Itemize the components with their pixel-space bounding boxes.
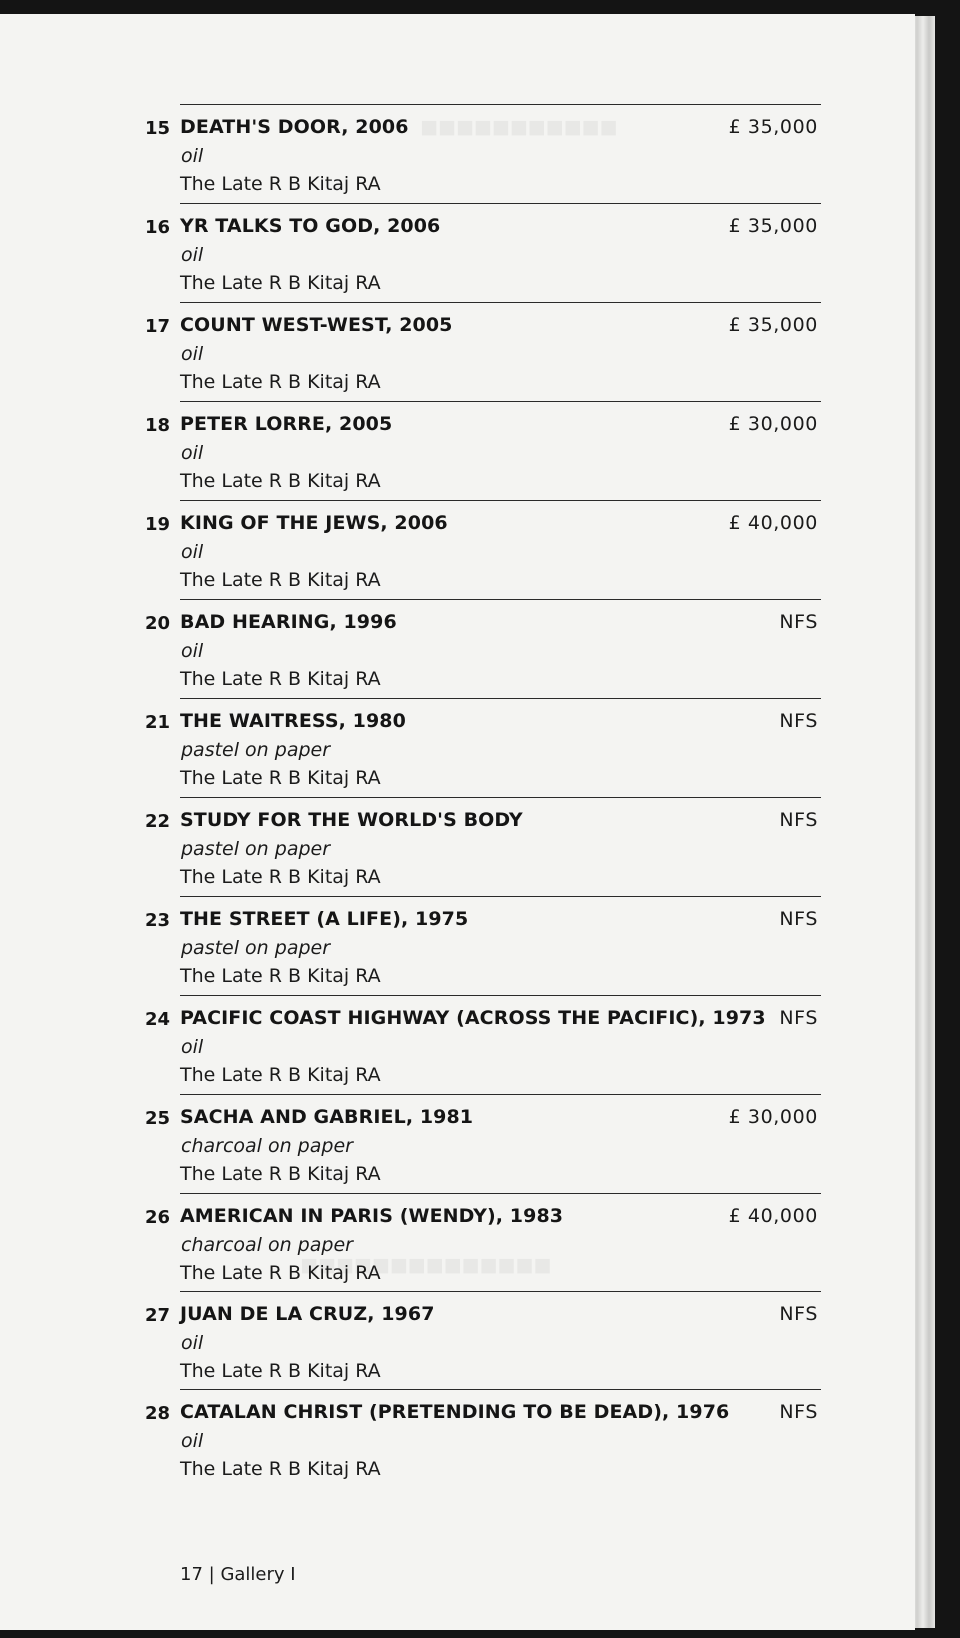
entry-divider bbox=[180, 797, 821, 798]
entry-divider bbox=[180, 1193, 821, 1194]
entry-price: NFS bbox=[779, 908, 818, 930]
entry-divider bbox=[180, 1389, 821, 1390]
catalogue-entry bbox=[0, 1389, 915, 1488]
entry-number: 20 bbox=[144, 613, 170, 634]
entry-owner: The Late R B Kitaj RA bbox=[180, 1064, 381, 1086]
catalogue-entry bbox=[0, 599, 915, 698]
section-name: Gallery I bbox=[220, 1564, 296, 1585]
entry-price: £ 30,000 bbox=[728, 1106, 818, 1128]
entry-number: 27 bbox=[144, 1305, 170, 1326]
catalogue-entry bbox=[0, 401, 915, 500]
entry-price: £ 35,000 bbox=[728, 215, 818, 237]
entry-title: AMERICAN IN PARIS (WENDY), 1983 bbox=[180, 1205, 564, 1227]
catalogue-page bbox=[0, 14, 915, 1630]
entry-medium: oil bbox=[181, 1332, 204, 1354]
entry-title: KING OF THE JEWS, 2006 bbox=[180, 512, 448, 534]
entry-owner: The Late R B Kitaj RA bbox=[180, 1458, 381, 1480]
entry-number: 26 bbox=[144, 1207, 170, 1228]
page-footer bbox=[180, 1564, 296, 1585]
entry-title: JUAN DE LA CRUZ, 1967 bbox=[180, 1303, 435, 1325]
entry-number: 18 bbox=[144, 415, 170, 436]
entry-price: NFS bbox=[779, 611, 818, 633]
entry-title: THE STREET (A LIFE), 1975 bbox=[180, 908, 469, 930]
entry-owner: The Late R B Kitaj RA bbox=[180, 1163, 381, 1185]
entry-price: NFS bbox=[779, 1007, 818, 1029]
entry-price: £ 40,000 bbox=[728, 512, 818, 534]
entry-owner: The Late R B Kitaj RA bbox=[180, 272, 381, 294]
catalogue-entry bbox=[0, 896, 915, 995]
entry-title: DEATH'S DOOR, 2006 bbox=[180, 116, 409, 138]
entry-title: STUDY FOR THE WORLD'S BODY bbox=[180, 809, 523, 831]
entry-price: £ 30,000 bbox=[728, 413, 818, 435]
entry-owner: The Late R B Kitaj RA bbox=[180, 668, 381, 690]
entry-number: 16 bbox=[144, 217, 170, 238]
catalogue-entry bbox=[0, 1291, 915, 1390]
catalogue-entry bbox=[0, 302, 915, 401]
entry-divider bbox=[180, 203, 821, 204]
entry-owner: The Late R B Kitaj RA bbox=[180, 767, 381, 789]
entry-owner: The Late R B Kitaj RA bbox=[180, 866, 381, 888]
entry-divider bbox=[180, 302, 821, 303]
entry-medium: oil bbox=[181, 1036, 204, 1058]
entry-number: 17 bbox=[144, 316, 170, 337]
entry-divider bbox=[180, 698, 821, 699]
catalogue-entry bbox=[0, 104, 915, 203]
entry-title: YR TALKS TO GOD, 2006 bbox=[180, 215, 441, 237]
entry-number: 23 bbox=[144, 910, 170, 931]
entry-divider bbox=[180, 500, 821, 501]
catalogue-entry bbox=[0, 1094, 915, 1193]
entry-medium: oil bbox=[181, 343, 204, 365]
catalogue-entry bbox=[0, 1193, 915, 1292]
entry-divider bbox=[180, 896, 821, 897]
entry-owner: The Late R B Kitaj RA bbox=[180, 1360, 381, 1382]
entry-medium: oil bbox=[181, 145, 204, 167]
catalogue-entry bbox=[0, 203, 915, 302]
entry-number: 15 bbox=[144, 118, 170, 139]
entry-title: SACHA AND GABRIEL, 1981 bbox=[180, 1106, 474, 1128]
entry-owner: The Late R B Kitaj RA bbox=[180, 965, 381, 987]
entry-number: 19 bbox=[144, 514, 170, 535]
entry-title: PACIFIC COAST HIGHWAY (ACROSS THE PACIFIC), 1973 bbox=[180, 1007, 766, 1029]
entry-medium: charcoal on paper bbox=[181, 1135, 353, 1157]
entry-medium: pastel on paper bbox=[181, 937, 331, 959]
catalogue-entry bbox=[0, 500, 915, 599]
entry-medium: oil bbox=[181, 541, 204, 563]
catalogue-entry bbox=[0, 698, 915, 797]
entry-number: 24 bbox=[144, 1009, 170, 1030]
entry-owner: The Late R B Kitaj RA bbox=[180, 569, 381, 591]
entry-title: CATALAN CHRIST (PRETENDING TO BE DEAD), 1976 bbox=[180, 1401, 730, 1423]
entry-number: 25 bbox=[144, 1108, 170, 1129]
entry-price: £ 40,000 bbox=[728, 1205, 818, 1227]
entry-medium: oil bbox=[181, 442, 204, 464]
entry-divider bbox=[180, 401, 821, 402]
entry-owner: The Late R B Kitaj RA bbox=[180, 1262, 381, 1284]
entry-medium: charcoal on paper bbox=[181, 1234, 353, 1256]
footer-separator: | bbox=[208, 1564, 215, 1585]
entry-number: 28 bbox=[144, 1403, 170, 1424]
entry-medium: pastel on paper bbox=[181, 739, 331, 761]
entry-title: THE WAITRESS, 1980 bbox=[180, 710, 406, 732]
entry-divider bbox=[180, 1291, 821, 1292]
entry-divider bbox=[180, 1094, 821, 1095]
entry-owner: The Late R B Kitaj RA bbox=[180, 470, 381, 492]
entry-price: £ 35,000 bbox=[728, 116, 818, 138]
entry-medium: oil bbox=[181, 640, 204, 662]
entry-number: 22 bbox=[144, 811, 170, 832]
entry-owner: The Late R B Kitaj RA bbox=[180, 173, 381, 195]
entry-owner: The Late R B Kitaj RA bbox=[180, 371, 381, 393]
entry-divider bbox=[180, 995, 821, 996]
entry-divider bbox=[180, 599, 821, 600]
entry-title: COUNT WEST-WEST, 2005 bbox=[180, 314, 453, 336]
entry-price: NFS bbox=[779, 710, 818, 732]
catalogue-entry bbox=[0, 995, 915, 1094]
catalogue-entry bbox=[0, 797, 915, 896]
entry-title: BAD HEARING, 1996 bbox=[180, 611, 397, 633]
entry-price: NFS bbox=[779, 1401, 818, 1423]
page-number: 17 bbox=[180, 1564, 203, 1585]
entry-medium: pastel on paper bbox=[181, 838, 331, 860]
entry-number: 21 bbox=[144, 712, 170, 733]
entry-price: £ 35,000 bbox=[728, 314, 818, 336]
entry-price: NFS bbox=[779, 809, 818, 831]
entry-medium: oil bbox=[181, 1430, 204, 1452]
entry-title: PETER LORRE, 2005 bbox=[180, 413, 393, 435]
entry-medium: oil bbox=[181, 244, 204, 266]
entry-divider bbox=[180, 104, 821, 105]
entry-price: NFS bbox=[779, 1303, 818, 1325]
